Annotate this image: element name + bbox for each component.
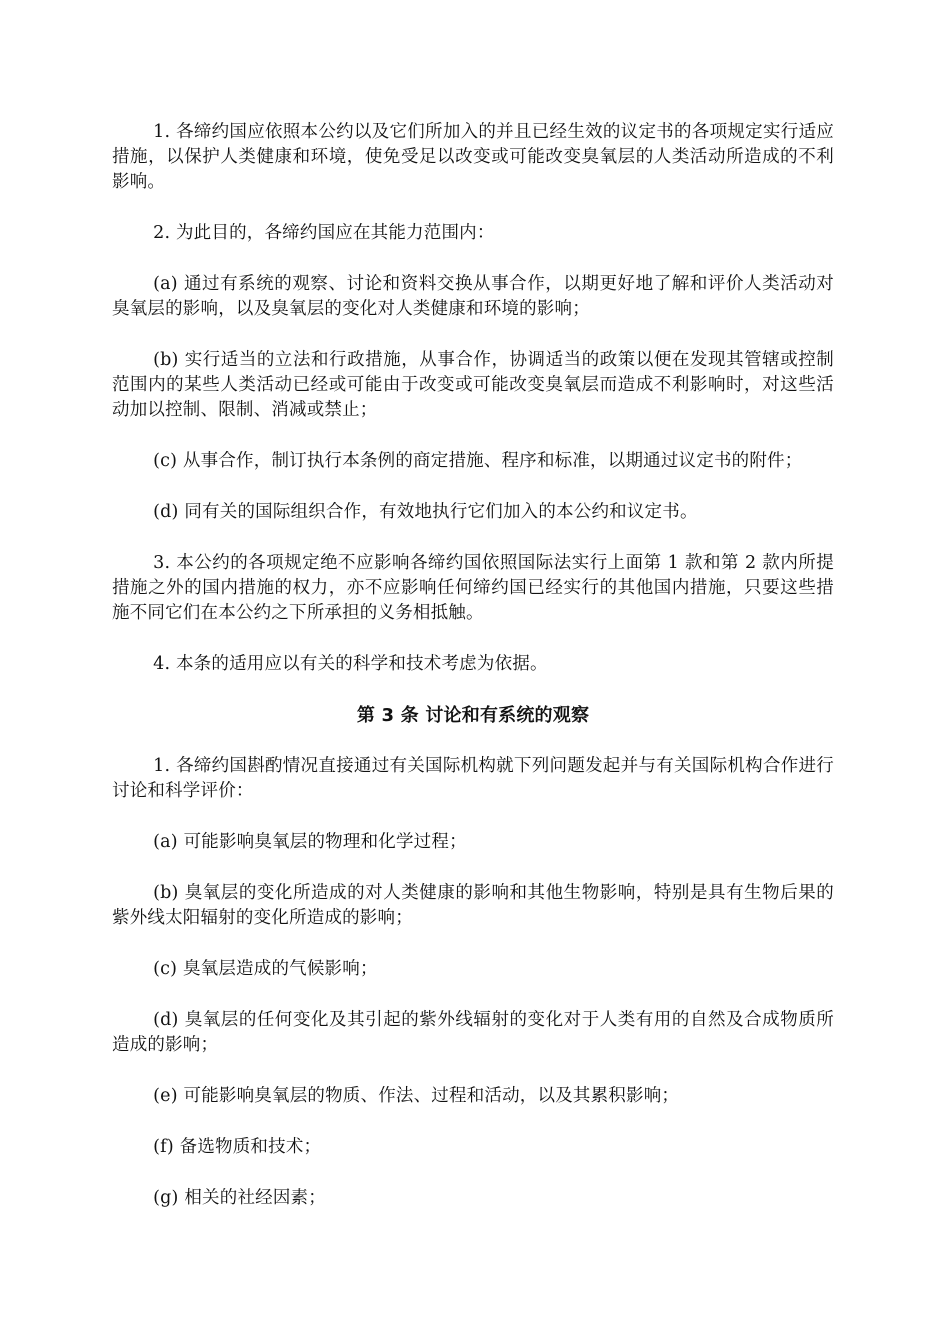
sub-item-c: (c) 从事合作，制订执行本条例的商定措施、程序和标准，以期通过议定书的附件； <box>153 451 803 471</box>
article-paragraph-3: 3. 本公约的各项规定绝不应影响各缔约国依照国际法实行上面第 1 款和第 2 款内所提措施之外的国内措施的权力，亦不应影响任何缔约国已经实行的其他国内措施，只要这些措施不同它们在本公约之下所承担的义务相抵触。 <box>112 553 834 623</box>
sub-item-b: (b) 实行适当的立法和行政措施，从事合作，协调适当的政策以便在发现其管辖或控制范围内的某些人类活动已经或可能由于改变或可能改变臭氧层而造成不利影响时，对这些活动加以控制、限制、消减或禁止； <box>112 350 834 420</box>
article-3-item-b: (b) 臭氧层的变化所造成的对人类健康的影响和其他生物影响，特别是具有生物后果的紫外线太阳辐射的变化所造成的影响； <box>112 883 834 928</box>
article-3-item-e: (e) 可能影响臭氧层的物质、作法、过程和活动，以及其累积影响； <box>153 1086 680 1106</box>
article-3-item-f: (f) 备选物质和技术； <box>153 1137 322 1157</box>
article-3-item-d: (d) 臭氧层的任何变化及其引起的紫外线辐射的变化对于人类有用的自然及合成物质所造成的影响； <box>112 1010 834 1055</box>
article-paragraph-1: 1. 各缔约国应依照本公约以及它们所加入的并且已经生效的议定书的各项规定实行适应措施，以保护人类健康和环境，使免受足以改变或可能改变臭氧层的人类活动所造成的不利影响。 <box>112 122 834 192</box>
article-3-item-a: (a) 可能影响臭氧层的物理和化学过程； <box>153 832 467 852</box>
article-paragraph-2: 2. 为此目的，各缔约国应在其能力范围内： <box>153 223 495 243</box>
sub-item-a: (a) 通过有系统的观察、讨论和资料交换从事合作，以期更好地了解和评价人类活动对臭氧层的影响，以及臭氧层的变化对人类健康和环境的影响； <box>112 274 834 319</box>
article-paragraph-4: 4. 本条的适用应以有关的科学和技术考虑为依据。 <box>153 654 548 674</box>
article-3-paragraph-1: 1. 各缔约国斟酌情况直接通过有关国际机构就下列问题发起并与有关国际机构合作进行讨论和科学评价： <box>112 756 834 801</box>
article-3-item-g: (g) 相关的社经因素； <box>153 1188 326 1208</box>
article-3-heading: 第 3 条 讨论和有系统的观察 <box>356 705 590 726</box>
document-page <box>112 120 834 1237</box>
article-3-item-c: (c) 臭氧层造成的气候影响； <box>153 959 378 979</box>
sub-item-d: (d) 同有关的国际组织合作，有效地执行它们加入的本公约和议定书。 <box>153 502 698 522</box>
